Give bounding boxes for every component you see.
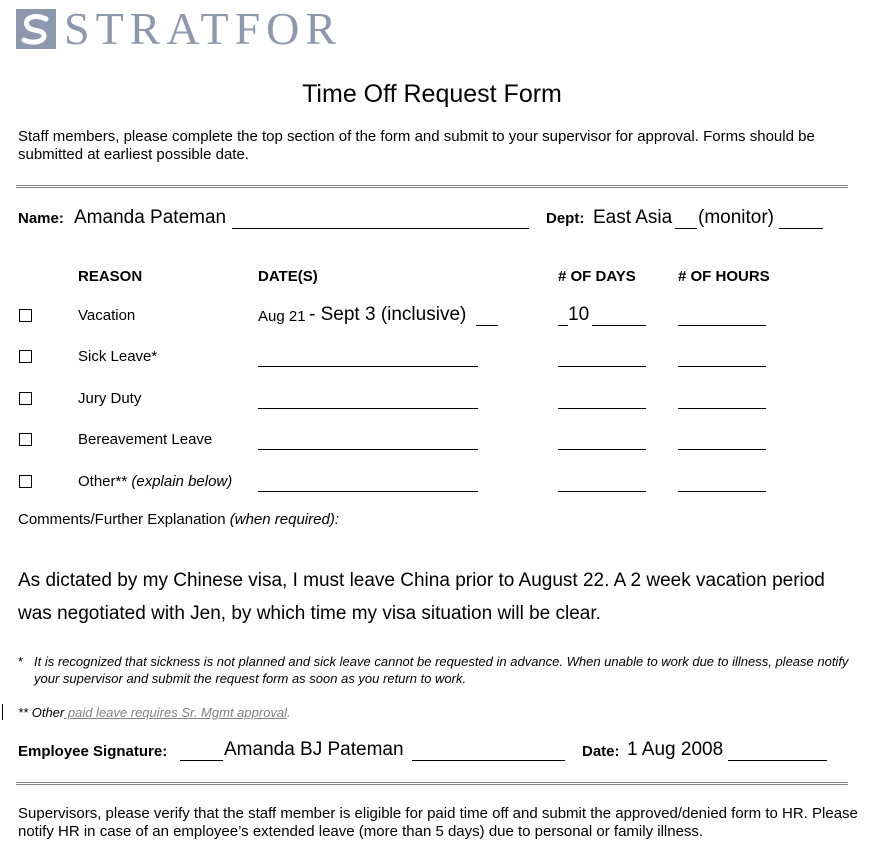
comments-label-text: Comments/Further Explanation (18, 511, 226, 528)
days-other-line[interactable] (558, 491, 646, 492)
comments-text[interactable]: As dictated by my Chinese visa, I must leave China prior to August 22. A 2 week vacation period was negotiated with Jen, by which time my visa situation will be clear. (18, 570, 825, 624)
divider-bottom (16, 782, 848, 785)
dept-underline-b (779, 228, 823, 229)
name-value[interactable]: Amanda Pateman (74, 207, 227, 228)
header-days: # OF DAYS (558, 268, 636, 285)
supervisor-instructions: Supervisors, please verify that the staff member is eligible for paid time off and submit the approved/denied form to HR. Please notify HR in case of an employee’s extended leave (more than 5 days) due to personal or family illness. (18, 805, 858, 840)
reason-sick-leave: Sick Leave* (78, 348, 158, 365)
hours-other-line[interactable] (678, 491, 766, 492)
dates-bereavement-line[interactable] (258, 449, 478, 450)
note-other-link[interactable]: paid leave requires Sr. Mgmt approval (64, 705, 288, 720)
hours-jury-duty-line[interactable] (678, 408, 766, 409)
header-dates: DATE(S) (258, 268, 318, 285)
days-bereavement-line[interactable] (558, 449, 646, 450)
note-other-suffix: . (287, 705, 291, 720)
note-sick-leave: It is recognized that sickness is not planned and sick leave cannot be requested in advance. When unable to work due to illness, please notify your supervisor and submit the request form as soon as you return to work. (34, 654, 849, 686)
hours-vacation-line[interactable] (678, 325, 766, 326)
reason-other-label: Other** (78, 473, 128, 490)
reason-jury-duty: Jury Duty (78, 390, 142, 407)
dept-value[interactable]: East Asia (593, 207, 673, 228)
days-vacation[interactable]: 10 (568, 304, 590, 325)
dept-note: (monitor) (698, 207, 775, 228)
reason-bereavement-leave: Bereavement Leave (78, 431, 213, 448)
reason-other (78, 473, 232, 490)
dept-label: Dept: (546, 210, 585, 227)
date-underline (728, 760, 827, 761)
dates-vacation-written[interactable]: - Sept 3 (inclusive) (309, 304, 467, 325)
header-hours: # OF HOURS (678, 268, 770, 285)
note-other-prefix: ** Other (18, 705, 65, 720)
signature-underline-b (412, 760, 565, 761)
dates-sick-leave-line[interactable] (258, 366, 478, 367)
hours-sick-leave-line[interactable] (678, 366, 766, 367)
note-sick-marker: * (18, 654, 24, 669)
dates-vacation-underline (476, 325, 498, 326)
header-reason: REASON (78, 268, 143, 285)
dates-other-line[interactable] (258, 491, 478, 492)
dates-vacation-typed[interactable]: Aug 21 (258, 308, 306, 325)
comments-label (18, 511, 339, 528)
days-sick-leave-line[interactable] (558, 366, 646, 367)
signature-label: Employee Signature: (18, 743, 168, 760)
signature-underline-a (180, 760, 223, 761)
days-vacation-underline-a (558, 325, 568, 326)
reason-vacation: Vacation (78, 307, 136, 324)
stratfor-logo (16, 3, 343, 54)
checkbox-other[interactable] (19, 475, 32, 488)
hours-bereavement-line[interactable] (678, 449, 766, 450)
days-jury-duty-line[interactable] (558, 408, 646, 409)
date-label: Date: (582, 743, 620, 760)
checkbox-jury-duty[interactable] (19, 392, 32, 405)
dept-underline-a (675, 228, 697, 229)
checkbox-bereavement-leave[interactable] (19, 433, 32, 446)
dates-jury-duty-line[interactable] (258, 408, 478, 409)
divider-top (16, 185, 848, 188)
logo-text: STRATFOR (64, 3, 343, 54)
date-value[interactable]: 1 Aug 2008 (627, 739, 724, 760)
checkbox-sick-leave[interactable] (19, 350, 32, 363)
signature-value[interactable]: Amanda BJ Pateman (224, 739, 404, 760)
reason-other-note: (explain below) (131, 473, 233, 490)
stratfor-logo-icon (16, 9, 56, 49)
name-label: Name: (18, 210, 64, 227)
checkbox-vacation[interactable] (19, 309, 32, 322)
name-underline (232, 228, 529, 229)
note-other-leave (18, 704, 291, 721)
form-title: Time Off Request Form (302, 80, 562, 108)
comments-label-note: (when required): (229, 511, 339, 528)
days-vacation-underline-b (592, 325, 646, 326)
text-cursor (2, 704, 3, 720)
form-intro: Staff members, please complete the top section of the form and submit to your supervisor for approval. Forms should be submitted at earliest possible date. (18, 128, 815, 163)
